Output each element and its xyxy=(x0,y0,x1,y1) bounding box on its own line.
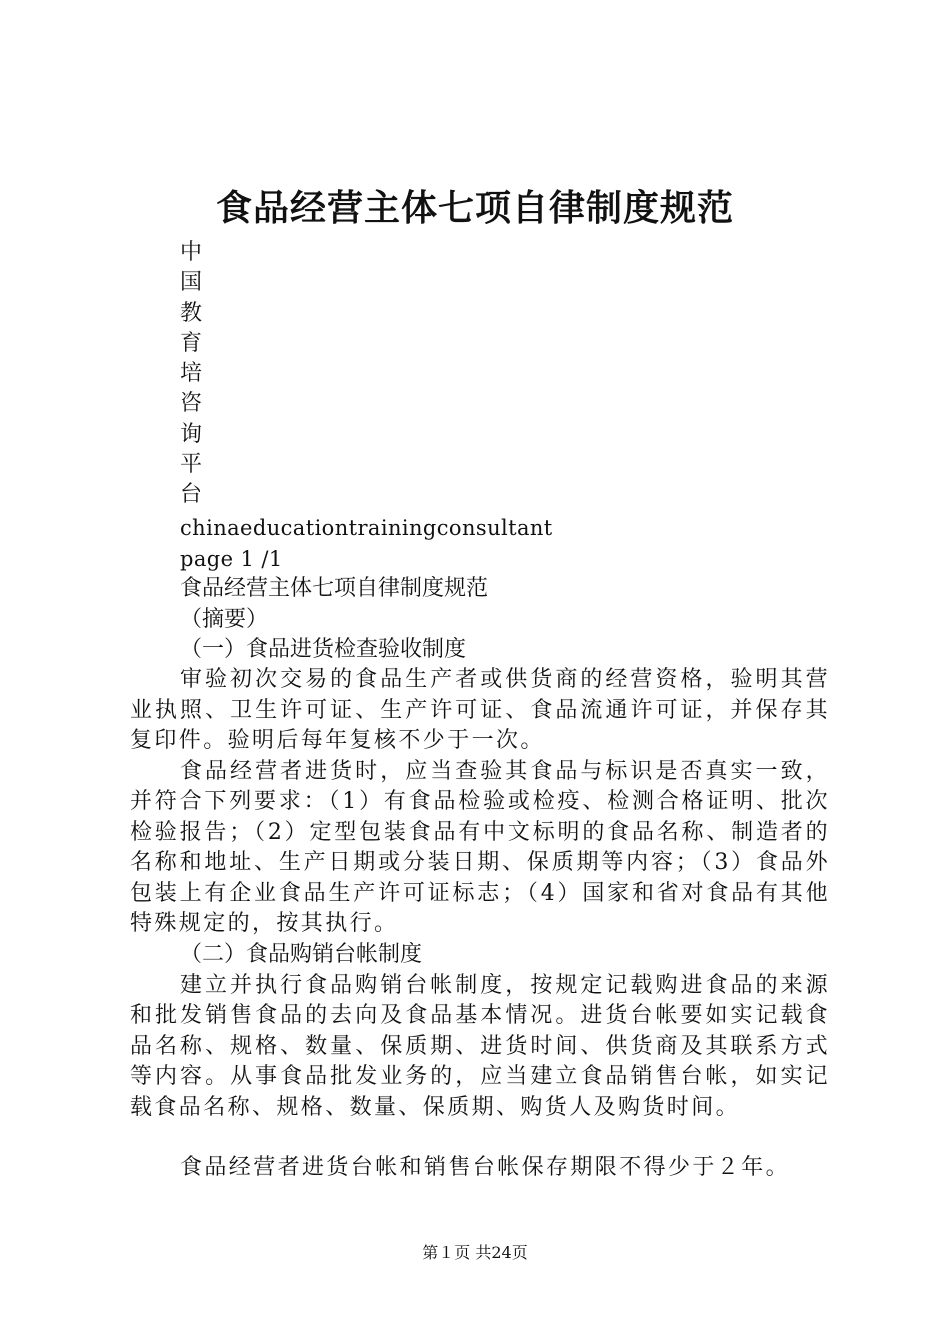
vertical-char: 中 xyxy=(180,240,203,265)
body-section-2-note xyxy=(130,1153,830,1184)
vertical-char: 询 xyxy=(180,421,203,447)
vertical-char: 咨 xyxy=(180,391,203,417)
paragraph: 食品经营者进货时，应当查验其食品与标识是否真实一致，并符合下列要求：（1）有食品检验或检疫、检测合格证明、批次检验报告；（2）定型包装食品有中文标明的食品名称、制造者的名称和地址、生产日期或分装日期、保质期等内容；（3）食品外包装上有企业食品生产许可证标志；（4）国家和省对食品有其他特殊规定的，按其执行。 xyxy=(130,758,830,936)
doc-subtitle: 食品经营主体七项自律制度规范 xyxy=(180,576,489,601)
section-heading: （二）食品购销台帐制度 xyxy=(180,942,423,967)
vertical-char: 教 xyxy=(180,300,203,326)
header-block xyxy=(130,513,830,666)
page-label: page 1 /1 xyxy=(180,546,283,571)
vertical-org-name xyxy=(180,238,220,511)
vertical-char: 平 xyxy=(180,452,203,478)
vertical-char: 台 xyxy=(180,482,203,508)
vertical-char: 国 xyxy=(180,270,203,296)
page-title: 食品经营主体七项自律制度规范 xyxy=(215,187,734,229)
paragraph: 食品经营者进货台帐和销售台帐保存期限不得少于２年。 xyxy=(180,1155,791,1180)
section-heading: （一）食品进货检查验收制度 xyxy=(180,637,467,662)
vertical-char: 培 xyxy=(180,361,203,387)
page-footer: 第１页 共24页 xyxy=(422,1243,528,1262)
org-latin-name: chinaeducationtrainingconsultant xyxy=(180,516,553,540)
paragraph: 建立并执行食品购销台帐制度，按规定记载购进食品的来源和批发销售食品的去向及食品基本情况。进货台帐要如实记载食品名称、规格、数量、保质期、进货时间、供货商及其联系方式等内容。从事食品批发业务的，应当建立食品销售台帐，如实记载食品名称、规格、数量、保质期、购货人及购货时间。 xyxy=(130,972,830,1120)
vertical-char: 育 xyxy=(180,330,203,356)
abstract-label: （摘要） xyxy=(180,606,269,632)
paragraph: 审验初次交易的食品生产者或供货商的经营资格，验明其营业执照、卫生许可证、生产许可证、食品流通许可证，并保存其复印件。验明后每年复核不少于一次。 xyxy=(130,667,830,753)
body-section-2 xyxy=(130,940,830,1123)
body-section-1 xyxy=(130,665,830,940)
